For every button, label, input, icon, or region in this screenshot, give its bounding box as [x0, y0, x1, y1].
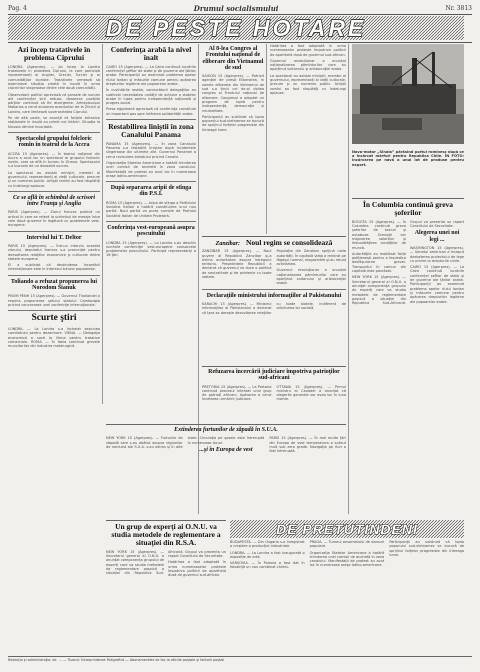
- column-divider: [266, 44, 267, 234]
- headline-storms-usa: Extinderea furtunilor de zăpadă în S.U.A.: [174, 427, 278, 433]
- refusal-block: [202, 366, 346, 423]
- masthead: [8, 16, 464, 40]
- article-paragraph: Presa egipteană apreciază că conferinţa constituie un important pas spre întărirea solidarităţii arabe.: [106, 107, 196, 116]
- headline-new-law: Alegerea unei noi legi ...: [414, 230, 460, 243]
- article-paragraph: NEW YORK 15 (Agerpres). — Secretarul general al O.N.U. a anunţat componenţa grupului de experţi care va studia metodele de reglementare paşnică a situaţiei din Republica Sud-Africană. Grupul va prezenta un raport Consiliului de Securitate.: [106, 549, 226, 576]
- headline-panama: Restabilirea liniştii în zona Canalului Panama: [108, 122, 194, 139]
- brief-item: VARŞOVIA. — În Polonia a fost dat în folosinţă un nou combinat chimic.: [230, 561, 305, 570]
- article-paragraph: WASHINGTON 15 (Agerpres). — Senatul american a început dezbaterea proiectului de lege cu privire la drepturile civile.: [410, 245, 464, 263]
- article-separator: [8, 231, 100, 232]
- headline-refusal: Refuzarea încercării judiciare împotriva patrioţilor sud-africani: [208, 369, 340, 382]
- article-separator: [8, 191, 100, 192]
- pretutindeni-banner: [230, 520, 464, 538]
- article-paragraph: PARIS 15 (Agerpres). — În mai multe ţări din Europa de vest temperatura a scăzut mult sub zero grade. Navigaţia pe rîuri a fost întreruptă.: [269, 436, 346, 454]
- pretutindeni-column: [230, 540, 464, 652]
- article-paragraph: LONDRA (Agerpres). — Joi încep la Londra tratativele în problema Ciprului, la care participă reprezentanţi ai Angliei, Greciei, Turciei şi ai comunităţilor cipriote. Tratativele urmează să examineze situaţia creată în insulă în urma ciocnirilor sîngeroase dintre cele două comunităţi.: [8, 64, 100, 91]
- headline-folklore: Spectacolul grupului folcloric romîn în teatrul de la Accra: [16, 135, 92, 149]
- brief-item: LONDRA. — La Londra a fost inaugurată o expoziţie de artă.: [230, 550, 305, 559]
- article-separator: [106, 181, 196, 182]
- article-separator: [106, 119, 196, 120]
- article-paragraph: KARACHI 15 (Agerpres). — Ministrul informaţiilor al Pakistanului a declarat că ţara sa doreşte dezvoltarea relaţiilor cu toate statele, indiferent de orînduirea lor socială.: [202, 301, 346, 315]
- article-paragraph: Pe de altă parte, se anunţă că forţele britanice staţionate în insulă au primit noi întăriri. Situaţia la Nicosia rămîne încordată.: [8, 116, 100, 129]
- article-paragraph: BOGOTA 15 (Agerpres). — În Columbia continuă greva şoferilor de taxiuri şi autobuze. Greviştii cer majorarea salariilor şi îmbunătăţirea condiţiilor de muncă.: [352, 219, 406, 250]
- article-paragraph: LONDRA 15 (Agerpres). — La Londra s-au deschis lucrările conferinţei vest-europene consacrate problemelor pescuitului. Participă reprezentanţi a 16 ţări.: [106, 240, 196, 258]
- column-1: [8, 44, 100, 656]
- article-separator: [106, 221, 196, 222]
- page-header: [8, 4, 472, 13]
- article-paragraph: ACCRA 15 (Agerpres). — În teatrul naţional din Accra a avut loc un spectacol al grupului folcloric romîn, care se află în turneu în Ghana. Spectacolul s-a bucurat de un deosebit succes.: [8, 151, 100, 169]
- article-paragraph: PARIS (Agerpres). — Ziarul francez publică un articol în care se referă la schimbul de mesaje între cele două guverne în legătură cu problemele vest-europene.: [8, 210, 100, 228]
- headline-vietnam-congress: Al 8-lea Congres al Frontului naţional de eliberare din Vietnamul de sud: [202, 46, 264, 71]
- headline-psi: După separarea aripii de stînga din P.S.I.: [110, 185, 192, 198]
- brief-item: BUDAPESTA. — Din Ungaria s-a înregistrat o creştere a producţiei industriale.: [230, 540, 305, 549]
- article-paragraph: PANAMA 15 (Agerpres). — În zona Canalului Panama s-a restabilit liniştea după incidentele sîngeroase din ultimele zile. Guvernul Panamei a cerut revizuirea tratatului privind Canalul.: [106, 141, 196, 159]
- article-paragraph: La spectacol au asistat miniştri, membri ai guvernului, reprezentanţi ai vieţii culturale, precum şi un numeros public. Artiştii romîni au fost răsplătiţi cu îndelungi aplauze.: [270, 73, 346, 95]
- article-paragraph: Autorităţile au mobilizat forţe poliţieneşti pentru a împiedica desfăşurarea grevei. Transportul în comun din capitală este paralizat.: [352, 251, 406, 274]
- pretutindeni-title: DE PRETUTINDENI: [276, 521, 418, 537]
- article-paragraph: NEW YORK 15 (Agerpres). — Secretarul general al O.N.U. a anunţat componenţa grupului de experţi care va studia metodele de reglementare paşnică a situaţiei din Republica Sud-Africană. Grupul va prezenta un raport Consiliului de Securitate.: [352, 219, 464, 306]
- article-paragraph: LONDRA. — La Londra s-a încheiat sesiunea comitetului pentru dezarmare. VIENA. — Delegaţia economică a sosit la Viena pentru tratative comerciale. ROMA. — În Italia continuă grevele muncitorilor din industria metalurgică.: [8, 327, 100, 349]
- masthead-title: DE PESTE HOTARE: [105, 16, 367, 40]
- headline-zanzibar: Zanzibar:: [215, 241, 241, 247]
- article-paragraph: PRETORIA 15 (Agerpres). — La Pretoria continuă procesul intentat unui grup de patrioţi africani. Apărarea a cerut încetarea urmăririi judiciare.: [202, 384, 272, 402]
- newspaper-name: Drumul socialismului: [193, 4, 279, 13]
- article-paragraph: OTTAWA 15 (Agerpres). — Primul ministru al Canadei a anunţat că alegerile generale vor avea loc în luna martie.: [276, 384, 346, 402]
- article-paragraph: Organizaţia Statelor Americane a hotărît trimiterea unei comisii de anchetă în zona canalului. Manifestaţii de protest au avut loc în numeroase oraşe latino-americane.: [106, 160, 196, 178]
- article-separator: [8, 310, 100, 311]
- article-paragraph: PNOM PENH 15 (Agerpres). — Guvernul Thailandei a respins propunerea şefului statului Cambodgia privind convocarea unei conferinţe internaţionale.: [8, 294, 100, 307]
- headline-thailand: Toliando a refuzat propunerea lui Norodom Sianuk: [10, 278, 98, 292]
- article-separator: [8, 275, 100, 276]
- article-paragraph: CAIRO 15 (Agerpres). — La Cairo continuă lucrările conferinţei şefilor de state şi de guverne ale ţărilor arabe. Participanţii au examinat problema apelor rîului Iordan şi măsurile comune pentru apărarea drepturilor legitime ale popoarelor arabe.: [410, 265, 464, 304]
- onu-block: [270, 240, 346, 360]
- article-paragraph: PARIS 15 (Agerpres). — Într-un interviu acordat ziarului, deputatul francez s-a pronunţat pentru dezvoltarea relaţiilor economice şi culturale dintre statele europene.: [8, 243, 100, 261]
- headline-short-news: Scurte ştiri: [31, 313, 77, 324]
- page-footer: Redacţia şi administraţia: str. ... — Tiparul: Întreprinderea Poligrafică — Abonamentele se fac la oficiile poştale şi factorii poştali: [8, 656, 472, 668]
- article-paragraph: ROMA 15 (Agerpres). — Aripa de stînga a Partidului Socialist Italian a hotărît constituirea unui nou partid. Noul partid va purta numele de Partidul Socialist Italian de Unitate Proletară.: [106, 200, 196, 218]
- article-paragraph: ZANZIBAR 15 (Agerpres). — Noul guvern al Republicii Zanzibar şi-a extins autoritatea asupra întregului teritoriu. Preşedintele Republicii a declarat că guvernul va duce o politică de neutralitate şi de prietenie cu toate statele.: [202, 249, 272, 280]
- storm-block: [106, 424, 346, 517]
- headline-interview: Interviul lui T. Deltor: [26, 234, 82, 241]
- column-3: [202, 44, 264, 232]
- brief-item: PRAGA. — Turneul ansamblului de dansuri populare.: [309, 540, 385, 549]
- article-paragraph: SAIGON 15 (Agerpres). — Potrivit agenţiei de presă Eliberarea, în zonele eliberate din Vietnamul de sud s-a ţinut cel de-al doilea congres al Frontului naţional de eliberare. Congresul a adoptat un program de luptă pentru independenţă, democraţie şi neutralitate.: [202, 74, 264, 113]
- masthead-rule: [8, 42, 472, 43]
- header-rule: [8, 14, 472, 15]
- article-paragraph: Hotărîrea a fost adoptată în urma numeroaselor proteste împotriva politicii de apartheid dusă de guvernul sud-african.: [168, 560, 226, 578]
- photo-caption: Nava-motor „Sinaia” părăsind portul romînesc după ce a încărcat mărfuri pentru Republica Chile. ÎN FOTO: încărcarea pe navă a unui lot de produse pentru export.: [352, 150, 464, 167]
- lower-middle-block: [106, 520, 226, 653]
- article-paragraph: CAIRO 15 (Agerpres). — La Cairo continuă lucrările conferinţei şefilor de state şi de guverne ale ţărilor arabe. Participanţii au examinat problema apelor rîului Iordan şi măsurile comune pentru apărarea drepturilor legitime ale popoarelor arabe.: [106, 64, 196, 86]
- article-paragraph: Guvernul revoluţionar a anunţat naţionalizarea pămînturilor care au aparţinut sultanului şi aristocraţiei arabe.: [270, 58, 346, 72]
- article-paragraph: La spectacol au asistat miniştri, membri ai guvernului, reprezentanţi ai vieţii culturale, precum şi un numeros public. Artiştii romîni au fost răsplătiţi cu îndelungi aplauze.: [8, 170, 100, 188]
- column-5: [352, 198, 464, 517]
- headline-storms-europe: ...şi în Europa de vest: [199, 446, 253, 453]
- page-number: Pag. 4: [8, 5, 27, 12]
- headline-zanzibar-sub: Noul regim se consolidează: [246, 238, 333, 247]
- masthead-banner: [8, 16, 464, 40]
- article-paragraph: Observatorii politici apreciază că şansele de succes ale conferinţei sînt reduse, deoarece poziţiile părţilor continuă să fie divergente. Arhiepiscopul Makarios a cerut anularea acordurilor de la Zürich şi Londra, care limitează suveranitatea Ciprului.: [8, 92, 100, 114]
- article-paragraph: În cuvîntările rostite, conducătorii delegaţiilor au subliniat necesitatea unităţii de acţiune a statelor arabe în lupta pentru independenţă naţională şi progres social.: [106, 88, 196, 106]
- news-photo: [352, 44, 464, 174]
- article-paragraph: Organizaţia Statelor Americane a hotărît trimiterea unei comisii de anchetă în zona canalului. Manifestaţii de protest au avut loc în numeroase oraşe latino-americane.: [309, 550, 385, 568]
- article-paragraph: El a subliniat că destinderea încordării internaţionale este în interesul tuturor popoarelor.: [8, 263, 100, 272]
- article-separator: [8, 132, 100, 133]
- headline-columbia: În Columbia continuă greva şoferilor: [362, 200, 454, 217]
- headline-pakistan: Declaraţiile ministrului informaţiilor al Pakistanului: [206, 292, 342, 299]
- pretutindeni-title-bar: [230, 520, 464, 538]
- column-divider: [102, 44, 103, 404]
- headline-onu-experts: Un grup de experţi ai O.N.U. va studia metodele de reglementare a situaţiei din R.S.A.: [111, 522, 221, 547]
- issue-number: Nr. 3813: [445, 5, 472, 12]
- column-divider: [348, 44, 349, 514]
- article-paragraph: Participanţii au subliniat că lupta poporului sud-vietnamez se bucură de sprijinul forţelor progresiste din întreaga lume.: [202, 114, 264, 132]
- article-paragraph: Guvernul revoluţionar a anunţat naţionalizarea pămînturilor care au aparţinut sultanului şi aristocraţiei arabe.: [276, 268, 346, 286]
- headline-cyprus: Azi încep tratativele în problema Ciprului: [17, 45, 91, 62]
- column-4-upper: [270, 44, 346, 232]
- article-paragraph: Hotărîrea a fost adoptată în urma numeroaselor proteste împotriva politicii de apartheid dusă de guvernul sud-african.: [270, 44, 346, 57]
- article-paragraph: NEW YORK 15 (Agerpres). — Furtunile de zăpadă care s-au abătut asupra regiunilor de nord-est ale S.U.A. s-au extins şi în alte state. Circulaţia pe şosele este întreruptă în numeroase locuri.: [106, 436, 265, 449]
- ship-photo: [352, 44, 464, 144]
- headline-fishing: Conferinţa vest-europeană asupra pescuitului: [107, 224, 195, 238]
- headline-arab-conference: Conferinţa arabă la nivel înalt: [110, 45, 192, 62]
- article-paragraph: Participanţii au subliniat că lupta poporului sud-vietnamez se bucură de sprijinul forţelor progresiste din întreaga lume.: [389, 540, 464, 557]
- headline-letters: Ce se află în schimbul de scrisori între Franţa şi Anglia: [12, 194, 95, 208]
- article-paragraph: Populaţia din Zanzibar sprijină noile autorităţi. În capitală viaţa a reintrat pe făgaşul normal, magazinele şi-au reluat activitatea.: [276, 249, 346, 267]
